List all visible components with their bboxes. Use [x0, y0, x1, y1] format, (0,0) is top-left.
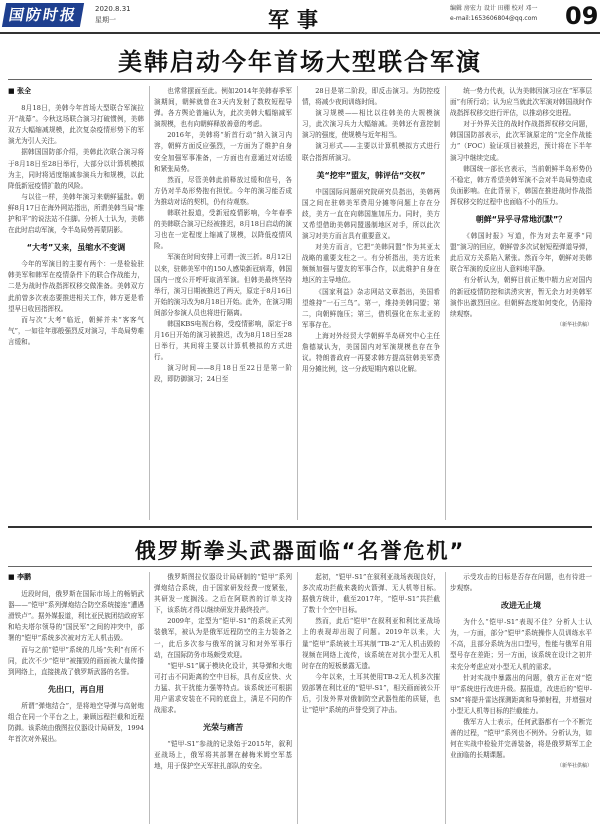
article2-paragraph: “铠甲-S1”属于模块化设计，其导弹和火炮可打击不同距离的空中目标，具有反应快、火力猛、抗干扰能力强等特点。该系统还可根据用户需求安装在不同的底盘上，满足不同的作战需求。	[154, 661, 292, 715]
article1-paragraph: 今年的军演目的主要有两个：一是检验驻韩美军和韩军在疫情条件下的联合作战能力，二是为战时作战指挥权移交做准备。美韩双方此前曾多次表态要推进相关工作，韩方更是希望早日收回指挥权。	[8, 260, 144, 313]
article1-paragraph: 然而，尽管美韩此前释放过缓和信号，各方仍对半岛形势抱有担忧。今年的演习能否成为推动对话的契机，仍有待观察。	[154, 175, 292, 206]
article2-subhead: 改进无止境	[501, 601, 541, 611]
article1-paragraph: 中国国际问题研究院研究员指出，美韩两国之间在驻韩美军费用分摊等问题上存在分歧，美方一直在向韩国施加压力。同时，美方又希望借助美韩同盟遏制地区对手，所以此次演习对美方而言具有重要意义。	[302, 187, 440, 241]
column-separator	[297, 86, 298, 520]
article2-paragraph: 今年以来，土耳其使用TB-2无人机多次摧毁部署在利比亚的“铠甲-S1”，相关画面被公开后，引发外界对俄制防空武器性能的质疑，也让“铠甲”系统的声誉受到了冲击。	[302, 672, 440, 715]
article1-subhead: 美“挖牢”盟友，韩评估“交权”	[316, 170, 426, 180]
article1-paragraph: 据韩国国防部介绍，美韩此次联合演习将于8月18日至28日举行，大部分以计算机模拟为主，同时将适度缩减参演兵力和规模，以此降低新冠疫情扩散的风险。	[8, 148, 144, 190]
article2-column-3	[302, 572, 440, 824]
article2-paragraph: 针对实战中暴露出的问题，俄方正在对“铠甲”系统进行改进升级。据报道，改进后的“铠甲-SM”将提升雷达探测距离和导弹射程，并增强对小型无人机等目标的拦截能力。	[450, 673, 592, 715]
staff-line-email: e-mail:1653606804@qq.com	[450, 15, 538, 22]
article-divider	[8, 526, 592, 528]
article1-paragraph: 《韩国时报》写道，作为对去年夏季“同盟”演习的回应，朝鲜曾多次试射短程弹道导弹，此后双方关系陷入紧张。然而今年，朝鲜对美韩联合军演的反应出人意料地平静。	[450, 232, 592, 274]
article1-paragraph: 演习规模——相比以往韩美的大规模演习，此次演习兵力大幅缩减。美韩还有意控制演习的强度，使规模与近年相当。	[302, 109, 440, 140]
article1-paragraph: 2016年，美韩将“斩首行动”纳入演习内容，朝鲜方面反应强烈，一方面为了维护自身安全加强军事准备，一方面也有意通过对话缓和紧张局势。	[154, 131, 292, 173]
masthead	[0, 0, 600, 34]
article1-top-rule	[8, 79, 592, 80]
article1-byline: ■ 张全	[8, 86, 144, 97]
article2-paragraph: 近段时间，俄罗斯在国际市场上的畅销武器——“铠甲”系列弹炮结合防空系统接连“遭遇滑铁卢”。据外媒报道，利比亚民族团结政府军和哈夫塔尔领导的“国民军”之间的冲突中，部署的“铠甲”系统多次被对方无人机击毁。	[8, 590, 144, 643]
article1-paragraph: 韩国统一部长官表示，当前朝鲜半岛形势仍不稳定，韩方希望美韩军演不会对半岛局势造成负面影响。在此背景下，韩国在推进战时作战指挥权移交的过程中也面临不小的压力。	[450, 164, 592, 206]
article1-paragraph: 也常常摆面至此。例如2014年美韩春季军演期间，朝鲜就曾在3天内发射了数枚短程导弹。各方舆论普遍认为，此次美韩大幅缩减军演规模，也有向朝鲜释放善意的考虑。	[154, 87, 292, 129]
article2-paragraph: 为什么“铠甲-S1”表现不佳？分析人士认为，一方面，部分“铠甲”系统操作人员训练水平不高，且部分系统为出口型号，性能与俄军自用型号存在差距；另一方面，该系统在设计之初并未充分考虑应对小型无人机的需求。	[450, 618, 592, 671]
article1-paragraph: 韩联社报道，受新冠疫情影响，今年春季的美韩联合演习已经被推迟，8月18日启动的演习也在一定程度上缩减了规模，以降低疫情风险。	[154, 209, 292, 251]
article1-paragraph: 对美方而言，它把“美韩同盟”作为其亚太战略的重要支柱之一。有分析指出，美方近来频频加强与盟友的军事合作，以此维护自身在地区的主导地位。	[302, 243, 440, 285]
article1-headline: 美韩启动今年首场大型联合军演	[118, 48, 482, 76]
article1-paragraph: 8月18日，美韩今年首场大型联合军演拉开“战幕”。今秋这场联合演习打破惯例，美韩双方大幅缩减规模，此次复杂疫情形势下的军演尤为引人关注。	[8, 104, 144, 146]
article2-headline: 俄罗斯拳头武器面临“名誉危机”	[134, 539, 466, 563]
article2-byline: ■ 李鹏	[8, 572, 144, 583]
article1-paragraph: 演习形式——主要以计算机模拟方式进行联合指挥所演习。	[302, 142, 440, 162]
article1-paragraph: 《国家利益》杂志网站文章指出，美国希望维持“一石三鸟”。第一，维持美韩同盟；第二，向朝鲜施压；第三，借机强化在东北亚的军事存在。	[302, 287, 440, 329]
article2-column-1	[8, 572, 144, 824]
column-separator	[297, 572, 298, 824]
article1-paragraph: 军演在时间安排上可谓一波三折。8月12日以来，驻韩美军中的150人感染新冠病毒，韩国国内一度公开呼吁取消军演。但韩美最终坚持举行，演习日期被推迟了两天，原定于8月16日开始的演习改为8月18日开始。此外，在演习期间部分参演人员也将进行隔离。	[154, 253, 292, 317]
article1-column-4	[450, 86, 592, 520]
column-separator	[149, 572, 150, 824]
article2-paragraph: 而与之前“铠甲”系统的几场“失利”有所不同，此次不少“铠甲”被摧毁的画面被大量传播到网络上，直接挑战了俄罗斯武器的名誉。	[8, 645, 144, 676]
article1-paragraph: 韩国KBS电视台称，受疫情影响，原定于8月16日开始的演习被推迟，改为8月18日至28日举行，其间将主要以计算机模拟的方式进行。	[154, 319, 292, 362]
article2-subhead: 光荣与痛苦	[203, 723, 243, 733]
article2-column-2	[154, 572, 292, 824]
issue-date: 2020.8.31	[95, 5, 131, 13]
column-separator	[149, 86, 150, 520]
column-separator	[445, 572, 446, 824]
column-separator	[445, 86, 446, 520]
article1-paragraph: 与以往一样，美韩年演习来朝鲜猛批。朝鲜8月17日在海外网站指出，所谓美韩当局“维护和平”的说法站不住脚。分析人士认为，美韩在此时启动军演，令半岛局势再蒙阴影。	[8, 192, 144, 235]
article1-paragraph: 统一势力代表，认为美韩因演习应在“军事层面”有所行动；认为应当就此次军演对韩国战时作战指挥权移交进行评估，以推动移交进程。	[450, 87, 592, 118]
article1-paragraph: 28日是第二阶段，即反击演习。为防控疫情，将减少夜间训练时间。	[302, 87, 440, 107]
article1-subhead: “大考”又来，虽缩水不变调	[26, 243, 126, 253]
article2-column-4	[450, 572, 592, 824]
article1-subhead: 朝鲜“异乎寻常地沉默”？	[475, 215, 567, 225]
article1-column-1	[8, 86, 144, 520]
article2-paragraph: “铠甲-S1”参战的记录始于2015年，叙利亚战场上，俄军将其部署在赫梅米姆空军基地，用于保护空天军驻扎部队的安全。	[154, 740, 292, 771]
article1-paragraph: 对于外界关注的战时作战指挥权移交问题，韩国国防部表示，此次军演原定的“完全作战能力”（FOC）验证项目被推迟，预计将在下半年演习中继续完成。	[450, 120, 592, 162]
article2-paragraph: 示受攻击的目标是否存在问题，也有待进一步观察。	[450, 573, 592, 593]
article2-source-note: （新华社供稿）	[556, 763, 592, 770]
article1-column-3	[302, 86, 440, 520]
article1-source-note: （新华社供稿）	[556, 321, 592, 328]
page-number: 09	[565, 2, 599, 30]
article2-paragraph: 起初，“铠甲-S1”在叙利亚战场表现良好，多次成功拦截来袭的火箭弹、无人机等目标。据俄方统计，截至2017年，“铠甲-S1”共拦截了数十个空中目标。	[302, 573, 440, 615]
staff-credits	[450, 4, 560, 24]
article1-paragraph: 而与次“大考”临近，朝鲜并未“客客气气”，一如往年那般强烈反对演习，半岛局势难言缓和。	[8, 315, 144, 346]
section-title: 军事	[268, 7, 326, 32]
issue-weekday: 星期一	[95, 16, 116, 24]
article2-paragraph: 2009年，定型为“铠甲-S1”的系统正式列装俄军，被认为是俄军近程防空的主力装备之一，此后多次参与俄军的演习和对外军事行动，在国际防务市场颇受欢迎。	[154, 617, 292, 659]
newspaper-logo: 国防时报	[2, 3, 84, 27]
staff-line-editors: 编辑 房宏力 设计 田棚 校对 邓一	[450, 5, 538, 12]
article1-paragraph: 有分析认为，朝鲜目前正集中精力应对国内的新冠疫情防控和洪涝灾害，暂无余力对美韩军演作出激烈回应。但朝鲜态度如何变化，仍需持续观察。	[450, 276, 592, 318]
article2-paragraph: 俄军方人士表示，任何武器都有一个不断完善的过程，“铠甲”系列也不例外。分析认为，如何在实战中检验并完善装备，将是俄罗斯军工企业面临的长期课题。	[450, 718, 592, 760]
article1-paragraph: 演习时间——8月18日至22日是第一阶段，即防御演习；24日至	[154, 364, 292, 384]
article2-top-rule	[8, 566, 592, 567]
article1-paragraph: 上海对外经贸大学朝鲜半岛研究中心主任詹德斌认为，美国国内对军演规模也存在争议。特朗普政府一再要求韩方提高驻韩美军费用分摊比例，这一分歧短期内难以化解。	[302, 331, 440, 374]
article2-subhead: 先出口，再自用	[48, 684, 104, 694]
article1-column-2	[154, 86, 292, 520]
article2-paragraph: 所谓“弹炮结合”，是将地空导弹与高射炮组合在同一个平台之上，兼顾远程拦截和近程防御。该系统由俄图拉仪器设计局研发，1994年首次对外展出。	[8, 701, 144, 744]
issue-date-block	[95, 4, 131, 26]
article2-paragraph: 然而，此后“铠甲”在叙利亚和利比亚战场上的表现却出现了问题。2019年以来，大量“铠甲”系统被土耳其制“TB-2”无人机击毁的视频在网络上流传，该系统在对抗小型无人机时存在的短板暴露无遗。	[302, 617, 440, 670]
article2-paragraph: 俄罗斯图拉仪器设计局研制的“铠甲”系列弹炮结合系统，由于国家研发经费一度紧张，其研发一度搁浅。之后在阿联酋的订单支持下，该系统才得以继续研发并最终投产。	[154, 573, 292, 615]
